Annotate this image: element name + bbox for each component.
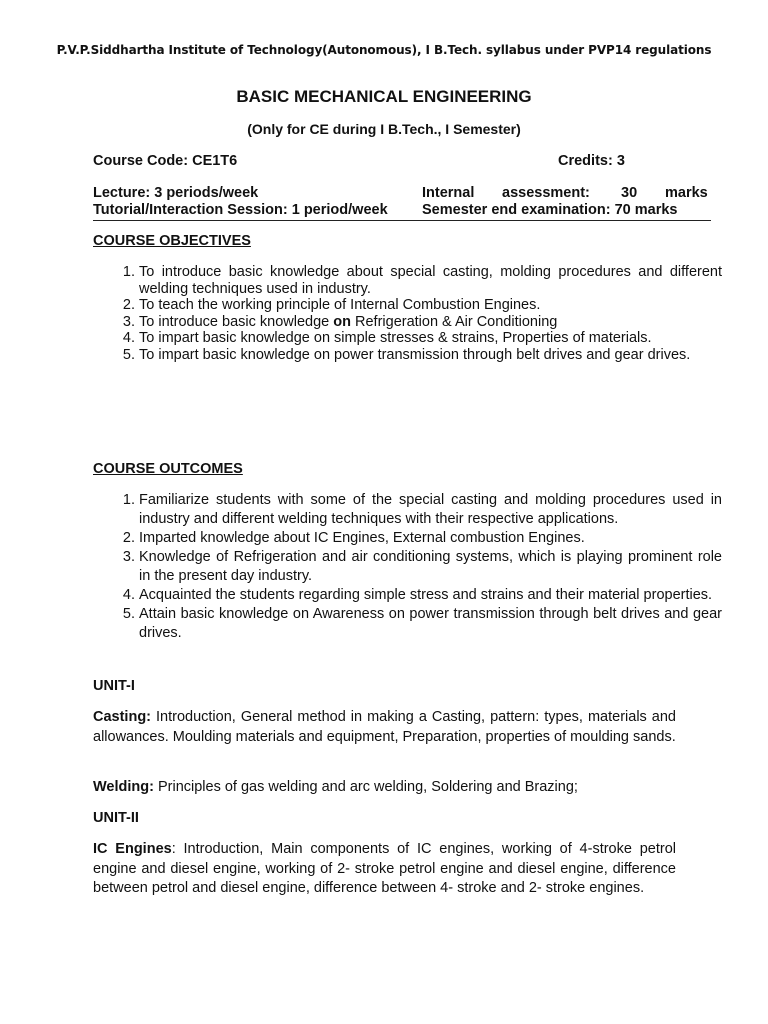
unit-1-heading: UNIT-I [93,678,135,694]
casting-text: Introduction, General method in making a Casting, pattern: types, materials and allowances. Moulding materials and equipment, Preparation, properties of moulding sands. [93,709,676,745]
list-item: 4. To impart basic knowledge on simple stresses & strains, Properties of materials. [139,330,722,347]
ic-engines-label: IC Engines [93,841,172,857]
casting-paragraph [93,708,676,747]
tutorial-periods: Tutorial/Interaction Session: 1 period/week [93,202,388,218]
objective-text: Refrigeration & Air Conditioning [350,313,558,330]
credits: Credits: 3 [558,153,625,169]
course-code: Course Code: CE1T6 [93,153,238,169]
internal-assessment-label: assessment: [502,185,590,201]
ic-engines-paragraph [93,840,676,899]
list-item: 1. Familiarize students with some of the special casting and molding procedures used in industry and different welding techniques with their respective applications. [139,491,722,529]
unit-2-heading: UNIT-II [93,810,139,826]
outcomes-list [93,491,722,643]
objectives-heading: COURSE OBJECTIVES [93,233,251,249]
outcomes-heading: COURSE OUTCOMES [93,461,243,477]
list-item: 2. Imparted knowledge about IC Engines, External combustion Engines. [139,529,722,548]
list-item: 5. To impart basic knowledge on power transmission through belt drives and gear drives. [139,347,722,364]
welding-paragraph [93,778,676,798]
objective-text: To introduce basic knowledge [139,313,334,330]
institute-header: P.V.P.Siddhartha Institute of Technology(Autonomous), I B.Tech. syllabus under PVP14 regulations [56,43,712,57]
internal-marks-unit: marks [665,185,708,201]
objective-bold-word: on [333,313,351,330]
list-item: 1. To introduce basic knowledge about special casting, molding procedures and different welding techniques used in industry. [139,264,722,297]
casting-label: Casting: [93,709,151,725]
course-subtitle: (Only for CE during I B.Tech., I Semester) [247,121,521,137]
list-item: 3. Knowledge of Refrigeration and air conditioning systems, which is playing prominent role in the present day industry. [139,548,722,586]
internal-marks-value: 30 [621,185,638,201]
internal-label: Internal [422,185,475,201]
list-item: 5. Attain basic knowledge on Awareness on power transmission through belt drives and gear drives. [139,605,722,643]
list-item [139,314,722,331]
list-item: 2. To teach the working principle of Internal Combustion Engines. [139,297,722,314]
semester-exam: Semester end examination: 70 marks [422,202,678,218]
objectives-list [93,264,722,364]
list-item: 4. Acquainted the students regarding simple stress and strains and their material properties. [139,586,722,605]
welding-text: Principles of gas welding and arc welding, Soldering and Brazing; [153,779,578,795]
header-divider [93,220,711,221]
ic-engines-text: : Introduction, Main components of IC engines, working of 4-stroke petrol engine and diesel engine, working of 2- stroke petrol engine and diesel engine, difference between petrol and diesel engine, difference between 4- stroke and 2- stroke engines. [93,841,677,896]
welding-label: Welding: [93,779,154,795]
course-title: BASIC MECHANICAL ENGINEERING [236,87,532,106]
lecture-periods: Lecture: 3 periods/week [93,185,259,201]
